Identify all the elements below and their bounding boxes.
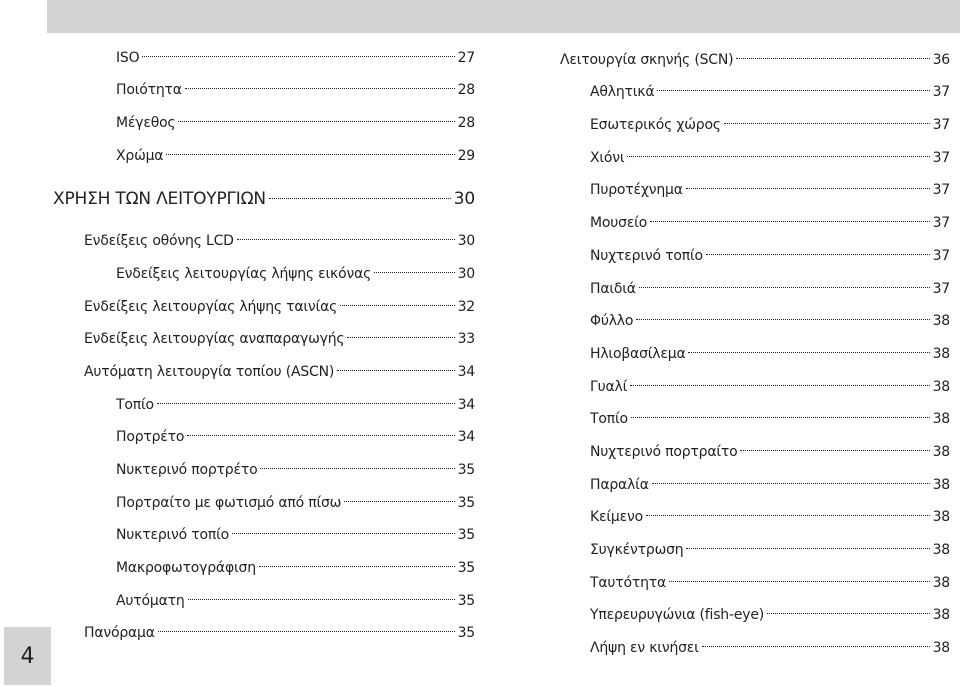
toc-entry-page: 38 — [932, 379, 950, 395]
dot-leader — [736, 58, 929, 59]
toc-entry-label: Ποιότητα — [116, 82, 182, 98]
toc-entry[interactable] — [590, 244, 950, 268]
toc-entry-page: 32 — [457, 299, 475, 315]
toc-entry[interactable] — [84, 621, 475, 645]
toc-entry-page: 38 — [932, 640, 950, 656]
toc-entry-page: 27 — [457, 50, 475, 66]
dot-leader — [142, 56, 454, 57]
toc-entry[interactable] — [116, 491, 475, 515]
dot-leader — [627, 156, 929, 157]
toc-entry-label: Αθλητικά — [590, 84, 655, 100]
toc-entry-page: 35 — [457, 625, 475, 641]
toc-entry[interactable] — [590, 309, 950, 333]
toc-entry-label: Ενδείξεις λειτουργίας λήψης εικόνας — [116, 266, 372, 282]
toc-entry[interactable] — [116, 393, 475, 417]
dot-leader — [767, 613, 930, 614]
toc-entry-label: Υπερευρυγώνια (fish-eye) — [590, 607, 765, 623]
toc-entry-label: Πανόραμα — [84, 625, 155, 641]
toc-entry[interactable] — [590, 538, 950, 562]
toc-entry-label: Συγκέντρωση — [590, 542, 684, 558]
toc-entry-label: Ενδείξεις οθόνης LCD — [84, 233, 234, 249]
toc-entry-label: Φύλλο — [590, 313, 634, 329]
toc-entry-label: Πορτραίτο με φωτισμό από πίσω — [116, 495, 342, 511]
dot-leader — [636, 319, 929, 320]
toc-entry-label: ISO — [116, 50, 140, 66]
toc-entry-page: 38 — [932, 575, 950, 591]
toc-entry-page: 33 — [457, 331, 475, 347]
toc-entry-label: Μουσείο — [590, 215, 648, 231]
toc-entry-label: Χιόνι — [590, 150, 625, 166]
toc-entry-page: 34 — [457, 364, 475, 380]
toc-entry-label: Λήψη εν κινήσει — [590, 640, 699, 656]
toc-entry-page: 35 — [457, 560, 475, 576]
toc-entry-page: 30 — [453, 189, 475, 209]
toc-entry-page: 37 — [932, 150, 950, 166]
toc-entry-label: Νυχτερινό πορτραίτο — [590, 444, 738, 460]
dot-leader — [187, 435, 454, 436]
toc-entry[interactable] — [590, 277, 950, 301]
toc-entry[interactable] — [116, 556, 475, 580]
toc-entry-label: Τοπίο — [116, 397, 154, 413]
dot-leader — [702, 646, 930, 647]
dot-leader — [669, 581, 930, 582]
toc-entry-page: 35 — [457, 527, 475, 543]
toc-entry[interactable] — [116, 46, 475, 70]
toc-entry-label: Τοπίο — [590, 411, 628, 427]
toc-entry[interactable] — [116, 425, 475, 449]
toc-entry[interactable] — [590, 473, 950, 497]
toc-entry-page: 37 — [932, 215, 950, 231]
dot-leader — [688, 352, 929, 353]
toc-entry[interactable] — [116, 111, 475, 135]
dot-leader — [347, 337, 454, 338]
toc-entry[interactable] — [590, 375, 950, 399]
toc-entry-page: 38 — [932, 444, 950, 460]
toc-entry-page: 36 — [932, 52, 950, 68]
toc-entry-label: ΧΡΗΣΗ ΤΩΝ ΛΕΙΤΟΥΡΓΙΩΝ — [53, 189, 266, 209]
toc-entry-page: 38 — [932, 313, 950, 329]
toc-entry-label: Παραλία — [590, 477, 649, 493]
toc-entry-page: 37 — [932, 248, 950, 264]
toc-entry-label: Νυκτερινό τοπίο — [116, 527, 230, 543]
toc-entry-page: 38 — [932, 346, 950, 362]
toc-entry-page: 38 — [932, 607, 950, 623]
page-number-badge — [4, 627, 51, 685]
dot-leader — [269, 198, 451, 199]
toc-entry[interactable] — [590, 342, 950, 366]
dot-leader — [686, 548, 929, 549]
dot-leader — [237, 239, 455, 240]
toc-entry[interactable] — [116, 458, 475, 482]
page-number: 4 — [20, 643, 35, 669]
toc-entry[interactable] — [590, 407, 950, 431]
toc-entry-label: Ενδείξεις λειτουργίας αναπαραγωγής — [84, 331, 345, 347]
dot-leader — [337, 370, 454, 371]
toc-entry[interactable] — [590, 146, 950, 170]
dot-leader — [188, 599, 455, 600]
toc-section-heading[interactable] — [53, 185, 475, 213]
toc-entry[interactable] — [590, 603, 950, 627]
header-bar — [47, 0, 960, 33]
dot-leader — [740, 450, 929, 451]
toc-entry-label: Εσωτερικός χώρος — [590, 117, 721, 133]
toc-entry-page: 35 — [457, 462, 475, 478]
toc-entry-label: Μακροφωτογράφιση — [116, 560, 256, 576]
dot-leader — [652, 483, 930, 484]
dot-leader — [157, 403, 455, 404]
toc-entry[interactable] — [590, 440, 950, 464]
toc-entry-page: 37 — [932, 182, 950, 198]
toc-entry-label: Λειτουργία σκηνής (SCN) — [560, 52, 734, 68]
toc-entry-page: 34 — [457, 429, 475, 445]
dot-leader — [686, 188, 930, 189]
toc-entry-label: Νυχτερινό τοπίο — [590, 248, 703, 264]
dot-leader — [232, 533, 455, 534]
toc-entry[interactable] — [84, 295, 475, 319]
toc-entry-page: 28 — [457, 82, 475, 98]
toc-entry-page: 38 — [932, 411, 950, 427]
toc-entry[interactable] — [590, 211, 950, 235]
toc-entry-label: Πυροτέχνημα — [590, 182, 683, 198]
dot-leader — [340, 305, 454, 306]
toc-entry[interactable] — [116, 589, 475, 613]
dot-leader — [178, 121, 454, 122]
toc-entry[interactable] — [590, 80, 950, 104]
toc-entry[interactable] — [590, 113, 950, 137]
dot-leader — [374, 272, 454, 273]
toc-entry-page: 28 — [457, 115, 475, 131]
dot-leader — [260, 468, 454, 469]
toc-entry-label: Ταυτότητα — [590, 575, 667, 591]
toc-entry-page: 37 — [932, 281, 950, 297]
dot-leader — [706, 254, 930, 255]
toc-entry-label: Μέγεθος — [116, 115, 176, 131]
toc-entry[interactable] — [590, 505, 950, 529]
toc-entry-page: 30 — [457, 233, 475, 249]
toc-entry[interactable] — [590, 571, 950, 595]
dot-leader — [724, 123, 930, 124]
toc-entry-page: 30 — [457, 266, 475, 282]
toc-entry[interactable] — [84, 229, 475, 253]
dot-leader — [639, 287, 930, 288]
toc-entry-page: 35 — [457, 593, 475, 609]
toc-entry-label: Αυτόματη λειτουργία τοπίου (ASCN) — [84, 364, 335, 380]
toc-entry-label: Γυαλί — [590, 379, 628, 395]
dot-leader — [630, 385, 929, 386]
dot-leader — [185, 88, 455, 89]
toc-entry-page: 29 — [457, 148, 475, 164]
toc-entry[interactable] — [560, 48, 950, 72]
toc-entry-page: 38 — [932, 509, 950, 525]
dot-leader — [166, 154, 454, 155]
toc-entry-label: Κείμενο — [590, 509, 643, 525]
dot-leader — [259, 566, 455, 567]
toc-entry[interactable] — [84, 360, 475, 384]
toc-entry-label: Παιδιά — [590, 281, 636, 297]
toc-entry[interactable] — [590, 636, 950, 660]
toc-entry-page: 35 — [457, 495, 475, 511]
toc-entry-page: 34 — [457, 397, 475, 413]
toc-entry-page: 38 — [932, 542, 950, 558]
dot-leader — [344, 501, 454, 502]
toc-entry-page: 38 — [932, 477, 950, 493]
dot-leader — [657, 90, 929, 91]
toc-entry-label: Χρώμα — [116, 148, 164, 164]
dot-leader — [650, 221, 929, 222]
toc-entry[interactable] — [116, 78, 475, 102]
toc-entry-page: 37 — [932, 84, 950, 100]
dot-leader — [631, 417, 930, 418]
dot-leader — [158, 631, 455, 632]
toc-entry[interactable] — [116, 144, 475, 168]
toc-entry-label: Αυτόματη — [116, 593, 185, 609]
toc-entry-label: Ενδείξεις λειτουργίας λήψης ταινίας — [84, 299, 338, 315]
toc-entry-label: Νυκτερινό πορτρέτο — [116, 462, 258, 478]
toc-entry[interactable] — [116, 262, 475, 286]
toc-entry[interactable] — [116, 523, 475, 547]
toc-entry[interactable] — [590, 178, 950, 202]
toc-entry[interactable] — [84, 327, 475, 351]
toc-entry-page: 37 — [932, 117, 950, 133]
toc-entry-label: Πορτρέτο — [116, 429, 185, 445]
dot-leader — [646, 515, 930, 516]
toc-entry-label: Ηλιοβασίλεμα — [590, 346, 686, 362]
